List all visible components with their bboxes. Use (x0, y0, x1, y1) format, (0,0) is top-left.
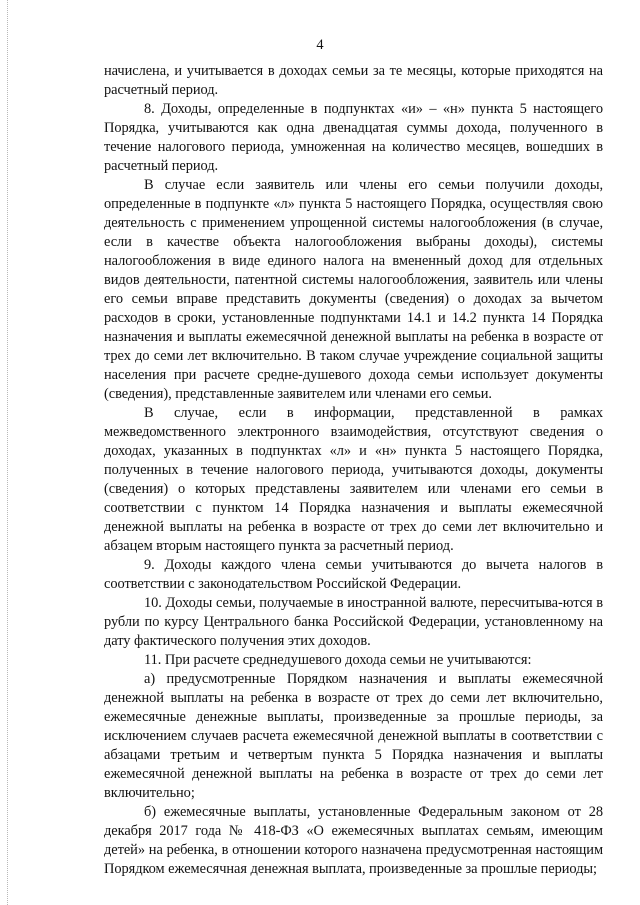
page-number: 4 (316, 37, 324, 53)
paragraph-subitem-a: а) предусмотренные Порядком назначения и выплаты ежемесячной денежной выплаты на ребенка в возрасте от трех до семи лет включительно, ежемесячные денежные выплаты, произведенные за прошлые периоды, за исключением случаев расчета ежемесячной денежной выплаты в соответствии с абзацами третьим и четвертым пункта 5 Порядка назначения и выплаты ежемесячной денежной выплаты на ребенка в возрасте от трех до семи лет включительно; (104, 671, 603, 801)
document-body (104, 62, 603, 879)
paragraph-continuation: начислена, и учитывается в доходах семьи за те месяцы, которые приходятся на расчетный период. (104, 63, 603, 98)
paragraph-subitem-b: б) ежемесячные выплаты, установленные Федеральным законом от 28 декабря 2017 года № 418-ФЗ «О ежемесячных выплатах семьям, имеющим детей» на ребенка, в отношении которого назначена предусмотренная настоящим Порядком ежемесячная денежная выплата, произведенные за прошлые периоды; (104, 804, 603, 877)
paragraph-interagency-info: В случае, если в информации, представленной в рамках межведомственного электронного взаимодействия, отсутствуют сведения о доходах, указанных в подпунктах «л» и «н» пункта 5 настоящего Порядка, полученных в течение налогового периода, учитываются доходы, документы (сведения) о которых представлены заявителем или членами его семьи в соответствии с пунктом 14 Порядка назначения и выплаты ежемесячной денежной выплаты на ребенка в возрасте от трех до семи лет включительно и абзацем вторым настоящего пункта за расчетный период. (104, 405, 603, 554)
paragraph-item-11: 11. При расчете среднедушевого дохода семьи не учитываются: (144, 652, 532, 668)
paragraph-item-8: 8. Доходы, определенные в подпунктах «и» – «н» пункта 5 настоящего Порядка, учитываются как одна двенадцатая суммы дохода, полученного в течение налогового периода, умноженная на количество месяцев, вошедших в расчетный период. (104, 101, 603, 174)
paragraph-item-10: 10. Доходы семьи, получаемые в иностранной валюте, пересчитыва-ются в рубли по курсу Центрального банка Российской Федерации, установленному на дату фактического получения этих доходов. (104, 595, 603, 649)
paragraph-item-9: 9. Доходы каждого члена семьи учитываются до вычета налогов в соответствии с законодательством Российской Федерации. (104, 557, 603, 592)
binding-margin-line (7, 0, 8, 905)
paragraph-simplified-tax: В случае если заявитель или члены его семьи получили доходы, определенные в подпункте «л» пункта 5 настоящего Порядка, осуществляя свою деятельность с применением упрощенной системы налогообложения (в случае, если в качестве объекта налогообложения выбраны доходы), системы налогообложения в виде единого налога на вмененный доход для отдельных видов деятельности, патентной системы налогообложения, заявитель или члены его семьи вправе представить документы (сведения) о доходах за вычетом расходов в сроки, установленные подпунктами 14.1 и 14.2 пункта 14 Порядка назначения и выплаты ежемесячной денежной выплаты на ребенка в возрасте от трех до семи лет включительно. В таком случае учреждение социальной защиты населения при расчете средне-душевого дохода семьи использует документы (сведения), представленные заявителем или членами его семьи. (104, 177, 603, 402)
